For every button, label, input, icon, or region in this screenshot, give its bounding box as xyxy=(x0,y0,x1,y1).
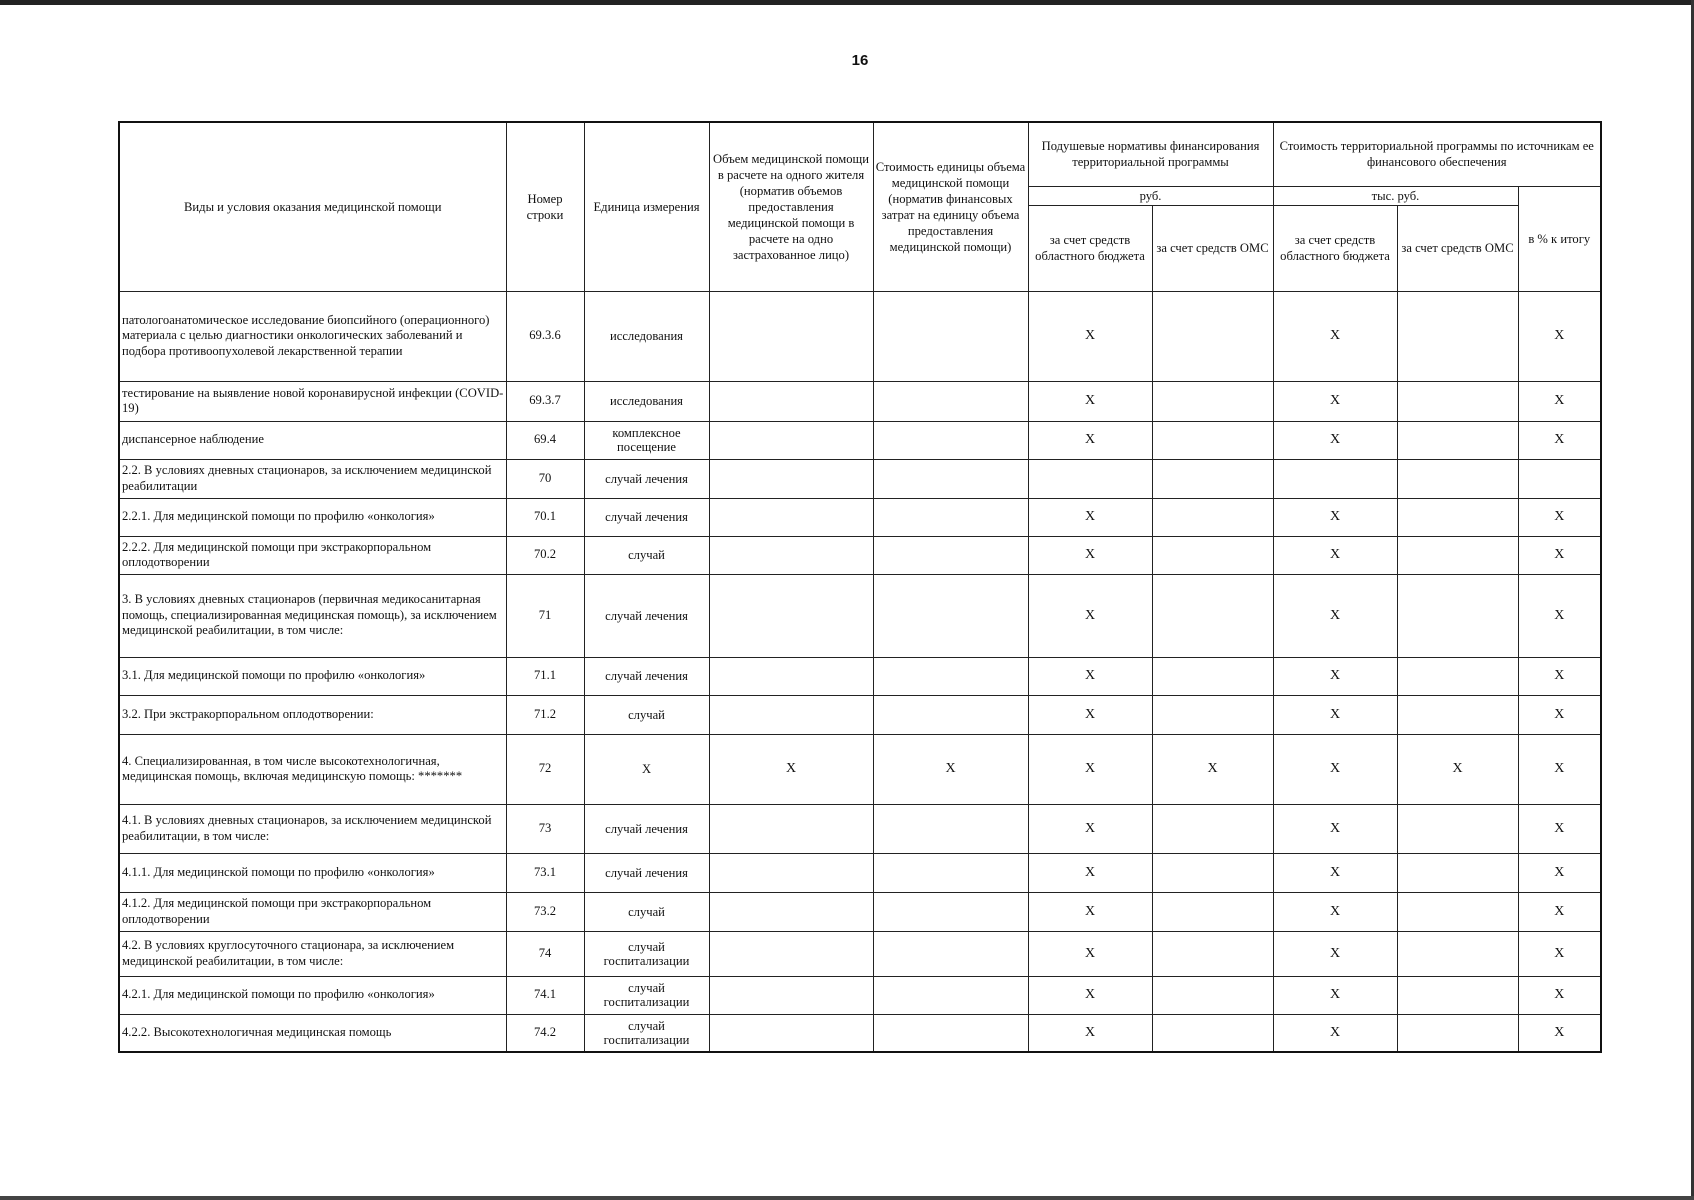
row-percent-total: Х xyxy=(1518,695,1601,734)
row-number: 71.1 xyxy=(506,657,584,695)
row-number: 74 xyxy=(506,931,584,976)
row-program-oms xyxy=(1397,892,1518,931)
row-program-oms xyxy=(1397,459,1518,498)
table-row xyxy=(119,657,1601,695)
row-name: 4. Специализированная, в том числе высокотехнологичная, медицинская помощь, включая медицинскую помощь: ******* xyxy=(119,734,506,804)
row-number: 74.1 xyxy=(506,976,584,1014)
row-per-capita-budget: Х xyxy=(1028,931,1152,976)
row-unit-cost xyxy=(873,1014,1028,1052)
row-program-budget: Х xyxy=(1273,1014,1397,1052)
row-name: 4.2. В условиях круглосуточного стационара, за исключением медицинской реабилитации, в том числе: xyxy=(119,931,506,976)
row-name: 3.1. Для медицинской помощи по профилю «онкология» xyxy=(119,657,506,695)
row-volume xyxy=(709,695,873,734)
row-per-capita-oms xyxy=(1152,536,1273,574)
row-number: 73.1 xyxy=(506,853,584,892)
row-unit-cost xyxy=(873,291,1028,381)
row-per-capita-oms xyxy=(1152,853,1273,892)
header-unit: Единица измерения xyxy=(584,122,709,291)
row-per-capita-budget: Х xyxy=(1028,976,1152,1014)
row-name: диспансерное наблюдение xyxy=(119,421,506,459)
header-kind: Виды и условия оказания медицинской помощи xyxy=(119,122,506,291)
row-program-oms: Х xyxy=(1397,734,1518,804)
row-unit: комплексное посещение xyxy=(584,421,709,459)
row-percent-total: Х xyxy=(1518,976,1601,1014)
row-program-budget: Х xyxy=(1273,291,1397,381)
row-unit: случай лечения xyxy=(584,657,709,695)
row-per-capita-budget: Х xyxy=(1028,574,1152,657)
header-volume: Объем медицинской помощи в расчете на одного жителя (норматив объемов предоставления медицинской помощи в расчете на одно застрахованное лицо) xyxy=(709,122,873,291)
row-volume xyxy=(709,657,873,695)
table-row xyxy=(119,695,1601,734)
row-per-capita-budget: Х xyxy=(1028,1014,1152,1052)
row-percent-total: Х xyxy=(1518,853,1601,892)
row-program-oms xyxy=(1397,695,1518,734)
row-per-capita-budget: Х xyxy=(1028,853,1152,892)
row-program-budget: Х xyxy=(1273,804,1397,853)
row-unit: случай лечения xyxy=(584,574,709,657)
row-per-capita-budget: Х xyxy=(1028,498,1152,536)
row-percent-total: Х xyxy=(1518,804,1601,853)
row-unit-cost xyxy=(873,853,1028,892)
row-volume xyxy=(709,536,873,574)
row-name: патологоанатомическое исследование биопсийного (операционного) материала с целью диагностики онкологических заболеваний и подбора противоопухолевой лекарственной терапии xyxy=(119,291,506,381)
table-row xyxy=(119,892,1601,931)
row-number: 71 xyxy=(506,574,584,657)
row-unit-cost xyxy=(873,498,1028,536)
row-percent-total: Х xyxy=(1518,657,1601,695)
row-program-oms xyxy=(1397,498,1518,536)
header-per-capita-budget: за счет средств областного бюджета xyxy=(1028,205,1152,291)
row-program-budget: Х xyxy=(1273,931,1397,976)
row-percent-total: Х xyxy=(1518,892,1601,931)
row-percent-total: Х xyxy=(1518,291,1601,381)
header-program-cost: Стоимость территориальной программы по источникам ее финансового обеспечения xyxy=(1273,122,1601,186)
row-percent-total: Х xyxy=(1518,536,1601,574)
row-unit: случай лечения xyxy=(584,804,709,853)
row-volume xyxy=(709,381,873,421)
row-name: 3. В условиях дневных стационаров (первичная медикосанитарная помощь, специализированная медицинская помощь), за исключением медицинской реабилитации, в том числе: xyxy=(119,574,506,657)
table-row xyxy=(119,459,1601,498)
row-number: 69.3.7 xyxy=(506,381,584,421)
row-program-budget: Х xyxy=(1273,536,1397,574)
row-program-oms xyxy=(1397,931,1518,976)
row-volume xyxy=(709,892,873,931)
header-program-oms: за счет средств ОМС xyxy=(1397,205,1518,291)
row-per-capita-oms xyxy=(1152,498,1273,536)
program-cost-table xyxy=(118,121,1602,1053)
row-program-budget: Х xyxy=(1273,574,1397,657)
row-unit: случай лечения xyxy=(584,459,709,498)
row-unit-cost xyxy=(873,459,1028,498)
row-per-capita-oms xyxy=(1152,804,1273,853)
row-percent-total: Х xyxy=(1518,574,1601,657)
row-number: 69.4 xyxy=(506,421,584,459)
row-per-capita-oms xyxy=(1152,695,1273,734)
header-rub: руб. xyxy=(1028,186,1273,205)
row-unit: исследования xyxy=(584,291,709,381)
row-unit: случай xyxy=(584,536,709,574)
row-unit-cost xyxy=(873,931,1028,976)
row-unit-cost xyxy=(873,804,1028,853)
row-per-capita-budget: Х xyxy=(1028,291,1152,381)
row-program-oms xyxy=(1397,853,1518,892)
row-program-budget: Х xyxy=(1273,853,1397,892)
table-row xyxy=(119,291,1601,381)
row-program-budget: Х xyxy=(1273,498,1397,536)
row-volume xyxy=(709,459,873,498)
row-name: 4.2.1. Для медицинской помощи по профилю «онкология» xyxy=(119,976,506,1014)
table-row xyxy=(119,931,1601,976)
row-per-capita-oms xyxy=(1152,421,1273,459)
row-percent-total: Х xyxy=(1518,931,1601,976)
row-program-oms xyxy=(1397,291,1518,381)
row-number: 70.2 xyxy=(506,536,584,574)
scan-edge-bottom xyxy=(0,1196,1694,1200)
row-unit-cost xyxy=(873,976,1028,1014)
row-program-oms xyxy=(1397,421,1518,459)
row-number: 70 xyxy=(506,459,584,498)
row-unit-cost xyxy=(873,421,1028,459)
table-row xyxy=(119,1014,1601,1052)
row-program-budget: Х xyxy=(1273,976,1397,1014)
row-percent-total xyxy=(1518,459,1601,498)
row-volume xyxy=(709,931,873,976)
row-program-budget: Х xyxy=(1273,734,1397,804)
row-program-oms xyxy=(1397,381,1518,421)
header-per-capita: Подушевые нормативы финансирования территориальной программы xyxy=(1028,122,1273,186)
table-row xyxy=(119,574,1601,657)
row-per-capita-budget: Х xyxy=(1028,804,1152,853)
row-percent-total: Х xyxy=(1518,381,1601,421)
header-thousand-rub: тыс. руб. xyxy=(1273,186,1518,205)
row-per-capita-budget xyxy=(1028,459,1152,498)
row-name: 4.2.2. Высокотехнологичная медицинская помощь xyxy=(119,1014,506,1052)
row-per-capita-oms xyxy=(1152,976,1273,1014)
header-percent-total: в % к итогу xyxy=(1518,186,1601,291)
row-per-capita-oms xyxy=(1152,892,1273,931)
row-per-capita-budget: Х xyxy=(1028,536,1152,574)
row-percent-total: Х xyxy=(1518,498,1601,536)
row-per-capita-oms: Х xyxy=(1152,734,1273,804)
row-per-capita-oms xyxy=(1152,931,1273,976)
row-program-budget: Х xyxy=(1273,657,1397,695)
row-per-capita-budget: Х xyxy=(1028,892,1152,931)
row-program-budget: Х xyxy=(1273,421,1397,459)
row-program-oms xyxy=(1397,536,1518,574)
row-name: 2.2.1. Для медицинской помощи по профилю «онкология» xyxy=(119,498,506,536)
row-program-budget: Х xyxy=(1273,381,1397,421)
table-row xyxy=(119,804,1601,853)
row-program-oms xyxy=(1397,657,1518,695)
row-number: 69.3.6 xyxy=(506,291,584,381)
row-name: 4.1.2. Для медицинской помощи при экстракорпоральном оплодотворении xyxy=(119,892,506,931)
table-row xyxy=(119,976,1601,1014)
row-unit: Х xyxy=(584,734,709,804)
header-row-number: Номер строки xyxy=(506,122,584,291)
table-row xyxy=(119,853,1601,892)
row-program-oms xyxy=(1397,1014,1518,1052)
row-number: 73.2 xyxy=(506,892,584,931)
row-per-capita-oms xyxy=(1152,381,1273,421)
row-per-capita-budget: Х xyxy=(1028,657,1152,695)
table-row xyxy=(119,381,1601,421)
row-volume xyxy=(709,976,873,1014)
row-number: 74.2 xyxy=(506,1014,584,1052)
row-unit-cost xyxy=(873,695,1028,734)
row-program-budget: Х xyxy=(1273,695,1397,734)
table-row xyxy=(119,498,1601,536)
row-percent-total: Х xyxy=(1518,734,1601,804)
row-volume xyxy=(709,498,873,536)
scan-edge-top xyxy=(0,0,1694,5)
row-volume: Х xyxy=(709,734,873,804)
row-unit-cost xyxy=(873,574,1028,657)
row-program-budget xyxy=(1273,459,1397,498)
header-program-budget: за счет средств областного бюджета xyxy=(1273,205,1397,291)
row-per-capita-budget: Х xyxy=(1028,734,1152,804)
row-per-capita-oms xyxy=(1152,459,1273,498)
row-unit: случай госпитализации xyxy=(584,976,709,1014)
row-name: тестирование на выявление новой коронавирусной инфекции (COVID-19) xyxy=(119,381,506,421)
row-name: 2.2. В условиях дневных стационаров, за исключением медицинской реабилитации xyxy=(119,459,506,498)
row-unit-cost: Х xyxy=(873,734,1028,804)
row-unit: случай госпитализации xyxy=(584,1014,709,1052)
table-row xyxy=(119,734,1601,804)
table-row xyxy=(119,536,1601,574)
row-volume xyxy=(709,804,873,853)
row-unit-cost xyxy=(873,657,1028,695)
row-unit: случай лечения xyxy=(584,498,709,536)
row-volume xyxy=(709,291,873,381)
row-per-capita-oms xyxy=(1152,291,1273,381)
row-program-oms xyxy=(1397,976,1518,1014)
row-volume xyxy=(709,1014,873,1052)
row-volume xyxy=(709,853,873,892)
row-program-oms xyxy=(1397,804,1518,853)
row-unit: случай xyxy=(584,892,709,931)
row-percent-total: Х xyxy=(1518,421,1601,459)
row-name: 4.1.1. Для медицинской помощи по профилю «онкология» xyxy=(119,853,506,892)
row-number: 70.1 xyxy=(506,498,584,536)
row-per-capita-budget: Х xyxy=(1028,695,1152,734)
row-unit-cost xyxy=(873,536,1028,574)
row-per-capita-oms xyxy=(1152,574,1273,657)
row-name: 4.1. В условиях дневных стационаров, за исключением медицинской реабилитации, в том числе: xyxy=(119,804,506,853)
header-per-capita-oms: за счет средств ОМС xyxy=(1152,205,1273,291)
table-row xyxy=(119,421,1601,459)
row-name: 3.2. При экстракорпоральном оплодотворении: xyxy=(119,695,506,734)
row-unit: случай госпитализации xyxy=(584,931,709,976)
row-per-capita-oms xyxy=(1152,657,1273,695)
row-per-capita-oms xyxy=(1152,1014,1273,1052)
row-unit: исследования xyxy=(584,381,709,421)
row-number: 71.2 xyxy=(506,695,584,734)
row-number: 73 xyxy=(506,804,584,853)
header-unit-cost: Стоимость единицы объема медицинской помощи (норматив финансовых затрат на единицу объема предоставления медицинской помощи) xyxy=(873,122,1028,291)
row-percent-total: Х xyxy=(1518,1014,1601,1052)
row-volume xyxy=(709,574,873,657)
row-per-capita-budget: Х xyxy=(1028,421,1152,459)
row-unit-cost xyxy=(873,381,1028,421)
row-unit: случай xyxy=(584,695,709,734)
row-number: 72 xyxy=(506,734,584,804)
row-unit-cost xyxy=(873,892,1028,931)
row-program-budget: Х xyxy=(1273,892,1397,931)
row-volume xyxy=(709,421,873,459)
row-per-capita-budget: Х xyxy=(1028,381,1152,421)
row-unit: случай лечения xyxy=(584,853,709,892)
row-program-oms xyxy=(1397,574,1518,657)
page-number: 16 xyxy=(851,52,869,69)
row-name: 2.2.2. Для медицинской помощи при экстракорпоральном оплодотворении xyxy=(119,536,506,574)
